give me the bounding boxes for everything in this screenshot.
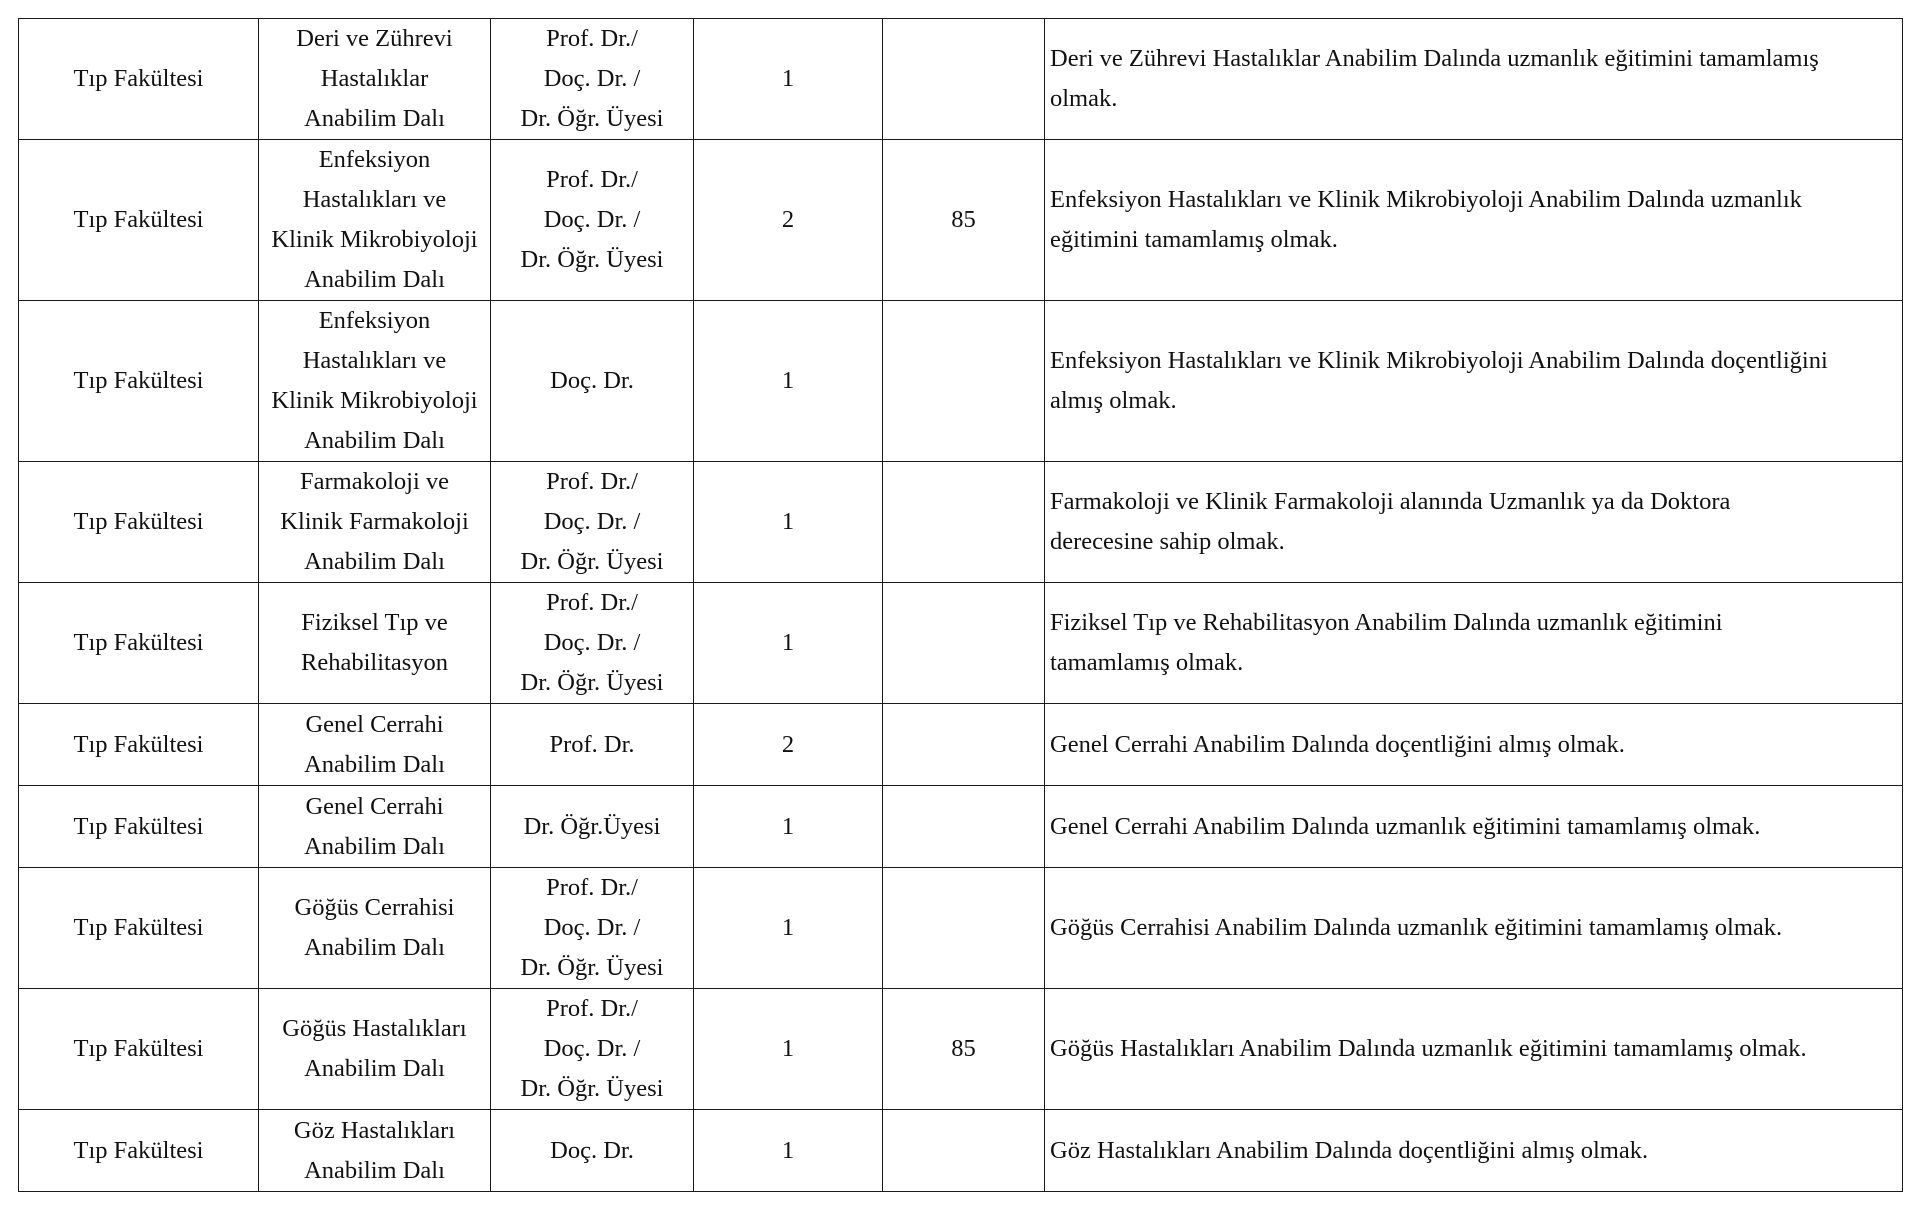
requirement-cell-line: Deri ve Zührevi Hastalıklar Anabilim Dalında uzmanlık eğitimini tamamlamış <box>1050 45 1819 72</box>
requirement-cell <box>1045 989 1903 1110</box>
requirement-cell <box>1045 1110 1903 1192</box>
department-cell-line: Fiziksel Tıp ve <box>301 609 448 636</box>
count-cell: 1 <box>694 786 883 868</box>
department-cell <box>259 301 491 462</box>
count-cell: 1 <box>694 19 883 140</box>
title-cell <box>491 1110 694 1192</box>
score-cell <box>883 462 1045 583</box>
requirement-cell-line: Enfeksiyon Hastalıkları ve Klinik Mikrobiyoloji Anabilim Dalında uzmanlık <box>1050 186 1802 213</box>
title-cell-line: Prof. Dr. <box>549 730 635 758</box>
count-cell: 1 <box>694 989 883 1110</box>
score-cell <box>883 704 1045 786</box>
table-row <box>19 786 1903 868</box>
title-cell-line: Doç. Dr. <box>550 367 634 394</box>
score-cell <box>883 19 1045 140</box>
title-cell-line: Dr. Öğr. Üyesi <box>520 954 664 981</box>
faculty-cell: Tıp Fakültesi <box>19 583 259 704</box>
score-cell <box>883 786 1045 868</box>
title-cell-line: Prof. Dr./ <box>546 468 638 495</box>
title-cell-line: Doç. Dr. / <box>543 1035 641 1062</box>
requirement-cell-line: Enfeksiyon Hastalıkları ve Klinik Mikrobiyoloji Anabilim Dalında doçentliğini <box>1050 347 1828 374</box>
requirement-cell-line: derecesine sahip olmak. <box>1050 528 1285 555</box>
title-cell-line: Doç. Dr. / <box>543 629 641 656</box>
table-row <box>19 462 1903 583</box>
title-cell-line: Prof. Dr./ <box>546 874 638 901</box>
faculty-cell: Tıp Fakültesi <box>19 989 259 1110</box>
count-cell: 2 <box>694 140 883 301</box>
positions-table-body <box>19 19 1903 1192</box>
department-cell-line: Rehabilitasyon <box>301 649 448 676</box>
score-cell: 85 <box>883 989 1045 1110</box>
requirement-cell-line: Göz Hastalıkları Anabilim Dalında doçentliğini almış olmak. <box>1050 1136 1649 1164</box>
faculty-cell: Tıp Fakültesi <box>19 1110 259 1192</box>
requirement-cell <box>1045 583 1903 704</box>
department-cell <box>259 868 491 989</box>
requirement-cell <box>1045 786 1903 868</box>
title-cell-line: Doç. Dr. / <box>543 914 641 941</box>
faculty-cell: Tıp Fakültesi <box>19 462 259 583</box>
requirement-cell <box>1045 704 1903 786</box>
title-cell-line: Dr. Öğr. Üyesi <box>520 1075 664 1102</box>
department-cell-line: Anabilim Dalı <box>304 105 445 132</box>
title-cell-line: Dr. Öğr. Üyesi <box>520 105 664 132</box>
title-cell-line: Dr. Öğr.Üyesi <box>523 812 661 840</box>
faculty-cell: Tıp Fakültesi <box>19 868 259 989</box>
requirement-cell-line: Genel Cerrahi Anabilim Dalında uzmanlık eğitimini tamamlamış olmak. <box>1050 812 1761 840</box>
department-cell-line: Klinik Farmakoloji <box>280 508 469 535</box>
department-cell-line: Göz Hastalıkları <box>293 1116 456 1144</box>
department-cell <box>259 462 491 583</box>
faculty-cell: Tıp Fakültesi <box>19 704 259 786</box>
department-cell <box>259 140 491 301</box>
title-cell-line: Prof. Dr./ <box>546 25 638 52</box>
score-cell <box>883 583 1045 704</box>
requirement-cell-line: Göğüs Cerrahisi Anabilim Dalında uzmanlık eğitimini tamamlamış olmak. <box>1050 914 1783 941</box>
table-row <box>19 19 1903 140</box>
requirement-cell-line: olmak. <box>1050 85 1118 112</box>
requirement-cell <box>1045 868 1903 989</box>
score-cell: 85 <box>883 140 1045 301</box>
score-cell <box>883 1110 1045 1192</box>
department-cell-line: Göğüs Cerrahisi <box>294 894 455 921</box>
department-cell <box>259 19 491 140</box>
count-cell: 1 <box>694 1110 883 1192</box>
title-cell-line: Dr. Öğr. Üyesi <box>520 548 664 575</box>
table-row <box>19 704 1903 786</box>
count-cell: 1 <box>694 868 883 989</box>
title-cell-line: Dr. Öğr. Üyesi <box>520 669 664 696</box>
positions-table <box>18 18 1903 1192</box>
table-row <box>19 868 1903 989</box>
requirement-cell-line: eğitimini tamamlamış olmak. <box>1050 226 1338 253</box>
faculty-cell: Tıp Fakültesi <box>19 19 259 140</box>
title-cell-line: Doç. Dr. / <box>543 206 641 233</box>
department-cell-line: Anabilim Dalı <box>304 427 445 454</box>
title-cell-line: Doç. Dr. / <box>543 508 641 535</box>
title-cell-line: Prof. Dr./ <box>546 589 638 616</box>
department-cell-line: Genel Cerrahi <box>305 792 444 820</box>
requirement-cell-line: Fiziksel Tıp ve Rehabilitasyon Anabilim Dalında uzmanlık eğitimini <box>1050 609 1723 636</box>
count-cell: 2 <box>694 704 883 786</box>
department-cell-line: Genel Cerrahi <box>305 710 444 738</box>
title-cell <box>491 462 694 583</box>
requirement-cell <box>1045 140 1903 301</box>
title-cell <box>491 301 694 462</box>
title-cell <box>491 704 694 786</box>
faculty-cell: Tıp Fakültesi <box>19 301 259 462</box>
department-cell-line: Göğüs Hastalıkları <box>282 1015 467 1042</box>
department-cell-line: Anabilim Dalı <box>304 934 445 961</box>
title-cell-line: Doç. Dr. / <box>543 65 641 92</box>
requirement-cell-line: Farmakoloji ve Klinik Farmakoloji alanında Uzmanlık ya da Doktora <box>1050 488 1731 515</box>
table-row <box>19 989 1903 1110</box>
department-cell-line: Anabilim Dalı <box>304 1055 445 1082</box>
department-cell-line: Klinik Mikrobiyoloji <box>271 226 478 253</box>
department-cell <box>259 583 491 704</box>
title-cell <box>491 140 694 301</box>
title-cell <box>491 19 694 140</box>
department-cell-line: Hastalıkları ve <box>302 186 447 213</box>
department-cell-line: Hastalıklar <box>320 65 429 92</box>
title-cell-line: Prof. Dr./ <box>546 995 638 1022</box>
count-cell: 1 <box>694 301 883 462</box>
requirement-cell-line: Göğüs Hastalıkları Anabilim Dalında uzmanlık eğitimini tamamlamış olmak. <box>1050 1035 1807 1062</box>
department-cell-line: Anabilim Dalı <box>304 1156 445 1184</box>
count-cell: 1 <box>694 462 883 583</box>
requirement-cell-line: tamamlamış olmak. <box>1050 649 1244 676</box>
title-cell-line: Prof. Dr./ <box>546 166 638 193</box>
department-cell-line: Deri ve Zührevi <box>296 25 453 52</box>
department-cell-line: Anabilim Dalı <box>304 548 445 575</box>
title-cell <box>491 786 694 868</box>
table-row <box>19 583 1903 704</box>
requirement-cell-line: almış olmak. <box>1050 387 1177 414</box>
department-cell-line: Anabilim Dalı <box>304 750 445 778</box>
department-cell-line: Klinik Mikrobiyoloji <box>271 387 478 414</box>
department-cell <box>259 786 491 868</box>
score-cell <box>883 301 1045 462</box>
title-cell <box>491 989 694 1110</box>
faculty-cell: Tıp Fakültesi <box>19 786 259 868</box>
count-cell: 1 <box>694 583 883 704</box>
department-cell-line: Anabilim Dalı <box>304 266 445 293</box>
score-cell <box>883 868 1045 989</box>
table-row <box>19 1110 1903 1192</box>
title-cell <box>491 868 694 989</box>
department-cell-line: Enfeksiyon <box>318 146 431 173</box>
department-cell-line: Enfeksiyon <box>318 307 431 334</box>
table-row <box>19 140 1903 301</box>
department-cell <box>259 704 491 786</box>
table-row <box>19 301 1903 462</box>
faculty-cell: Tıp Fakültesi <box>19 140 259 301</box>
department-cell-line: Hastalıkları ve <box>302 347 447 374</box>
title-cell-line: Dr. Öğr. Üyesi <box>520 246 664 273</box>
department-cell <box>259 989 491 1110</box>
title-cell-line: Doç. Dr. <box>550 1136 634 1164</box>
department-cell-line: Anabilim Dalı <box>304 832 445 860</box>
requirement-cell <box>1045 19 1903 140</box>
title-cell <box>491 583 694 704</box>
requirement-cell <box>1045 301 1903 462</box>
requirement-cell <box>1045 462 1903 583</box>
department-cell-line: Farmakoloji ve <box>299 468 449 495</box>
department-cell <box>259 1110 491 1192</box>
requirement-cell-line: Genel Cerrahi Anabilim Dalında doçentliğini almış olmak. <box>1050 730 1625 758</box>
